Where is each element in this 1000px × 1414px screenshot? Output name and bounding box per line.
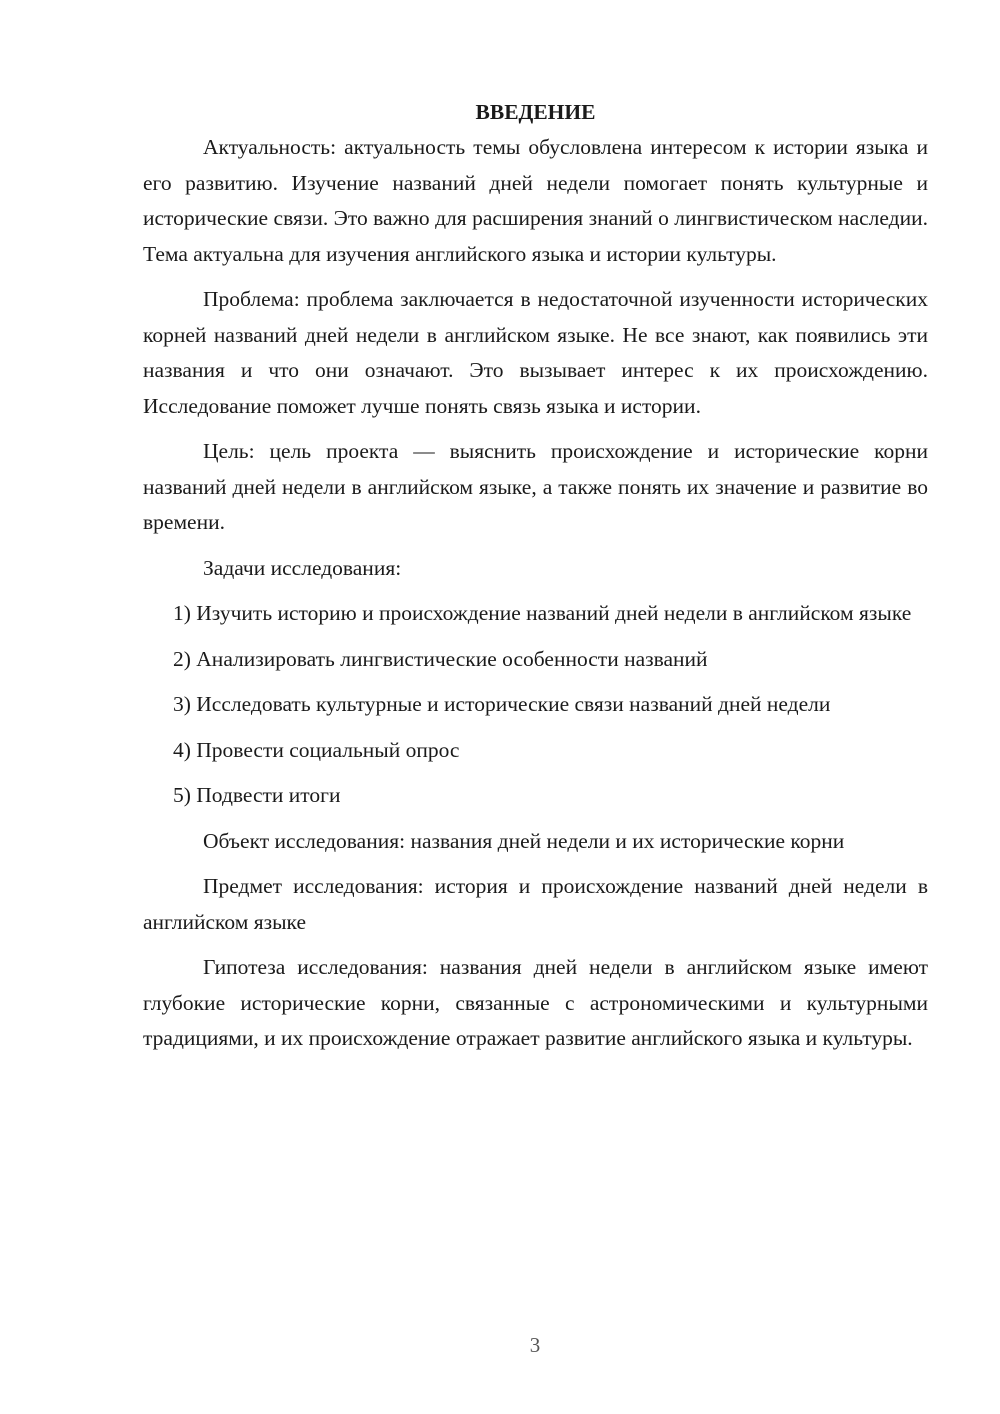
goal-paragraph: Цель: цель проекта — выяснить происхождение и исторические корни названий дней недели в английском языке, а также понять их значение и развитие во времени. <box>143 439 928 534</box>
task-item-2: 2) Анализировать лингвистические особенности названий <box>173 646 708 671</box>
subject-paragraph: Предмет исследования: история и происхождение названий дней недели в английском языке <box>143 874 928 934</box>
task-item-3: 3) Исследовать культурные и исторические связи названий дней недели <box>173 692 831 716</box>
page-content <box>143 95 928 1067</box>
tasks-heading: Задачи исследования: <box>203 555 402 580</box>
hypothesis-paragraph: Гипотеза исследования: названия дней недели в английском языке имеют глубокие исторические корни, связанные с астрономическими и культурными традициями, и их происхождение отражает развитие английского языка и культуры. <box>143 955 928 1050</box>
page-number: 3 <box>529 1333 541 1357</box>
page-title: ВВЕДЕНИЕ <box>475 100 596 124</box>
task-item-5: 5) Подвести итоги <box>173 783 341 807</box>
object-paragraph: Объект исследования: названия дней недели и их исторические корни <box>203 828 845 853</box>
problem-paragraph: Проблема: проблема заключается в недостаточной изученности исторических корней названий дней недели в английском языке. Не все знают, как появились эти названия и что они означают. Это вызывает интерес к их происхождению. Исследование поможет лучше понять связь языка и истории. <box>143 287 928 418</box>
task-item-1: 1) Изучить историю и происхождение названий дней недели в английском языке <box>173 601 912 625</box>
task-item-4: 4) Провести социальный опрос <box>173 737 460 762</box>
relevance-paragraph: Актуальность: актуальность темы обусловлена интересом к истории языка и его развитию. Изучение названий дней недели помогает понять культурные и исторические связи. Это важно для расширения знаний о лингвистическом наследии. Тема актуальна для изучения английского языка и истории культуры. <box>143 135 928 266</box>
